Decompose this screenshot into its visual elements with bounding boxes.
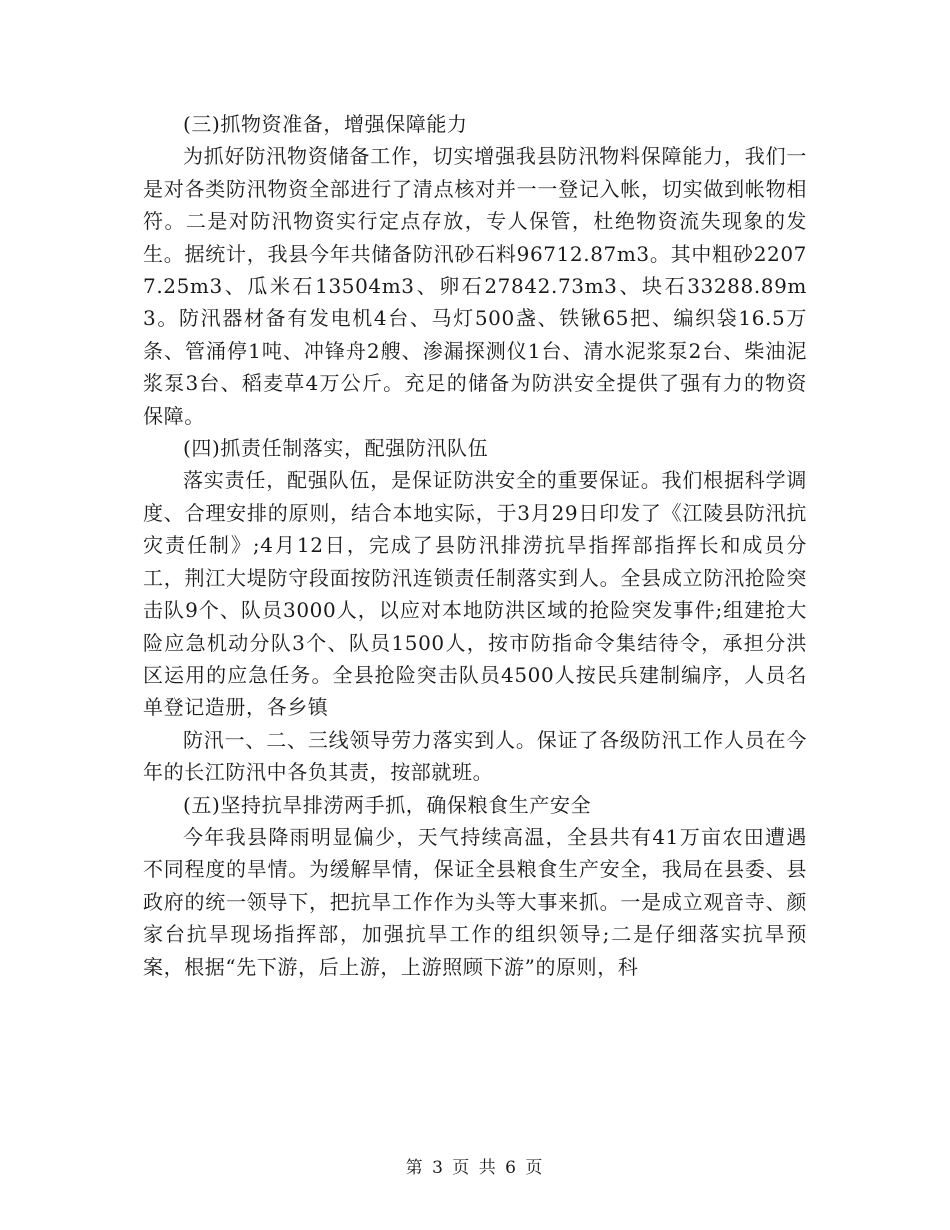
page-number-footer: 第 3 页 共 6 页 bbox=[405, 1158, 545, 1178]
paragraph-drought: 今年我县降雨明显偏少，天气持续高温，全县共有41万亩农田遭遇不同程度的旱情。为缓解旱情，保证全县粮食生产安全，我局在县委、县政府的统一领导下，把抗旱工作作为头等大事来抓。一是成立观音寺、颜家台抗旱现场指挥部，加强抗旱工作的组织领导;二是仔细落实抗旱预案，根据“先下游，后上游，上游照顾下游”的原则，科 bbox=[143, 824, 807, 979]
section-heading-5: (五)坚持抗旱排涝两手抓，确保粮食生产安全 bbox=[183, 792, 592, 817]
paragraph-leadership: 防汛一、二、三线领导劳力落实到人。保证了各级防汛工作人员在今年的长江防汛中各负其责，按部就班。 bbox=[143, 727, 807, 785]
document-body bbox=[143, 108, 807, 983]
paragraph-materials: 为抓好防汛物资储备工作，切实增强我县防汛物料保障能力，我们一是对各类防汛物资全部进行了清点核对并一一登记入帐，切实做到帐物相符。二是对防汛物资实行定点存放，专人保管，杜绝物资流失现象的发生。据统计，我县今年共储备防汛砂石料96712.87m3。其中粗砂22077.25m3、瓜米石13504m3、卵石27842.73m3、块石33288.89m3。防汛器材备有发电机4台、马灯500盏、铁锹65把、编织袋16.5万条、管涌停1吨、冲锋舟2艘、渗漏探测仪1台、清水泥浆泵2台、柴油泥浆泵3台、稻麦草4万公斤。充足的储备为防洪安全提供了强有力的物资保障。 bbox=[143, 144, 807, 428]
paragraph-responsibility: 落实责任，配强队伍，是保证防洪安全的重要保证。我们根据科学调度、合理安排的原则，结合本地实际，于3月29日印发了《江陵县防汛抗灾责任制》;4月12日，完成了县防汛排涝抗旱指挥部指挥长和成员分工，荆江大堤防守段面按防汛连锁责任制落实到人。全县成立防汛抢险突击队9个、队员3000人，以应对本地防洪区域的抢险突发事件;组建抢大险应急机动分队3个、队员1500人，按市防指命令集结待令，承担分洪区运用的应急任务。全县抢险突击队员4500人按民兵建制编序，人员名单登记造册，各乡镇 bbox=[143, 468, 807, 720]
section-heading-3: (三)抓物资准备，增强保障能力 bbox=[183, 112, 468, 136]
section-heading-4: (四)抓责任制落实，配强防汛队伍 bbox=[183, 436, 489, 461]
